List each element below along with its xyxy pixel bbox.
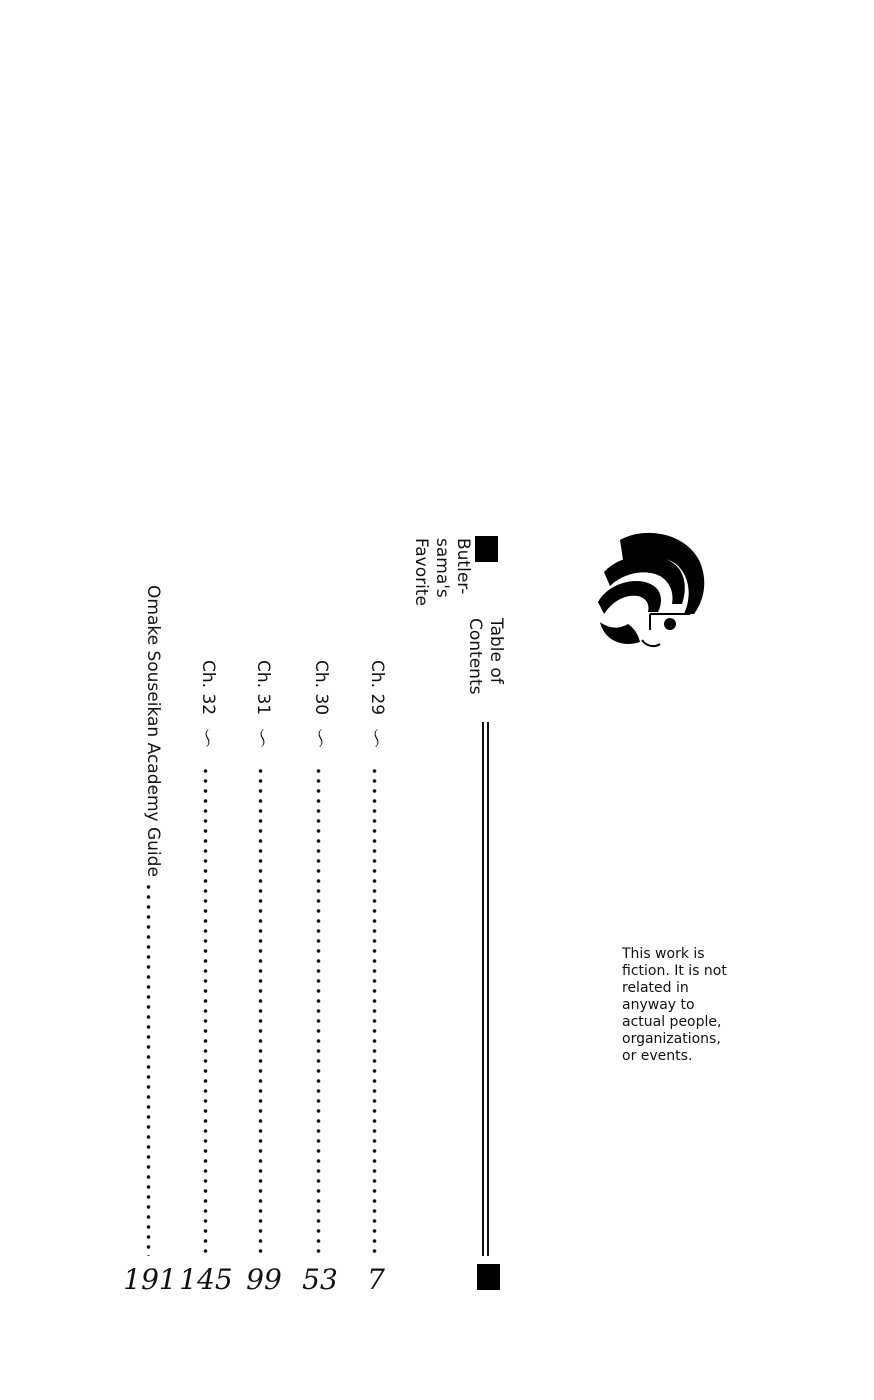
fiction-disclaimer: This work is fiction. It is not related in anyway to actual people, organizations, or events. [622,946,727,1064]
toc-entry-page[interactable]: 7 [367,1263,385,1296]
rule-line-1 [482,722,484,1256]
toc-entry-label[interactable]: Omake Souseikan Academy Guide [143,585,163,877]
toc-entry-label[interactable]: Ch. 30 [311,660,331,716]
toc-entry-leader [258,766,263,1256]
stylized-face-logo-icon [594,530,706,655]
toc-title: Table of Contents [465,618,506,695]
toc-entry-page[interactable]: 191 [123,1263,177,1296]
toc-entry-label[interactable]: Ch. 32 [198,660,218,716]
toc-entry-page[interactable]: 99 [246,1263,282,1296]
toc-entry-leader [146,882,151,1256]
toc-entry-tilde: 〜 [194,728,218,748]
toc-entry-page[interactable]: 145 [179,1263,233,1296]
toc-entry-leader [316,766,321,1256]
toc-entry-label[interactable]: Ch. 31 [253,660,273,716]
toc-subtitle: Butler-sama's Favorite [411,538,473,606]
toc-entry-page[interactable]: 53 [302,1263,338,1296]
toc-entry-tilde: 〜 [363,728,387,748]
toc-entry-tilde: 〜 [307,728,331,748]
top-square-marker [475,536,498,562]
toc-entry-tilde: 〜 [249,728,273,748]
rule-line-2 [487,722,489,1256]
toc-entry-label[interactable]: Ch. 29 [367,660,387,716]
toc-entry-leader [203,766,208,1256]
bottom-square-marker [477,1264,500,1290]
toc-entry-leader [372,766,377,1256]
